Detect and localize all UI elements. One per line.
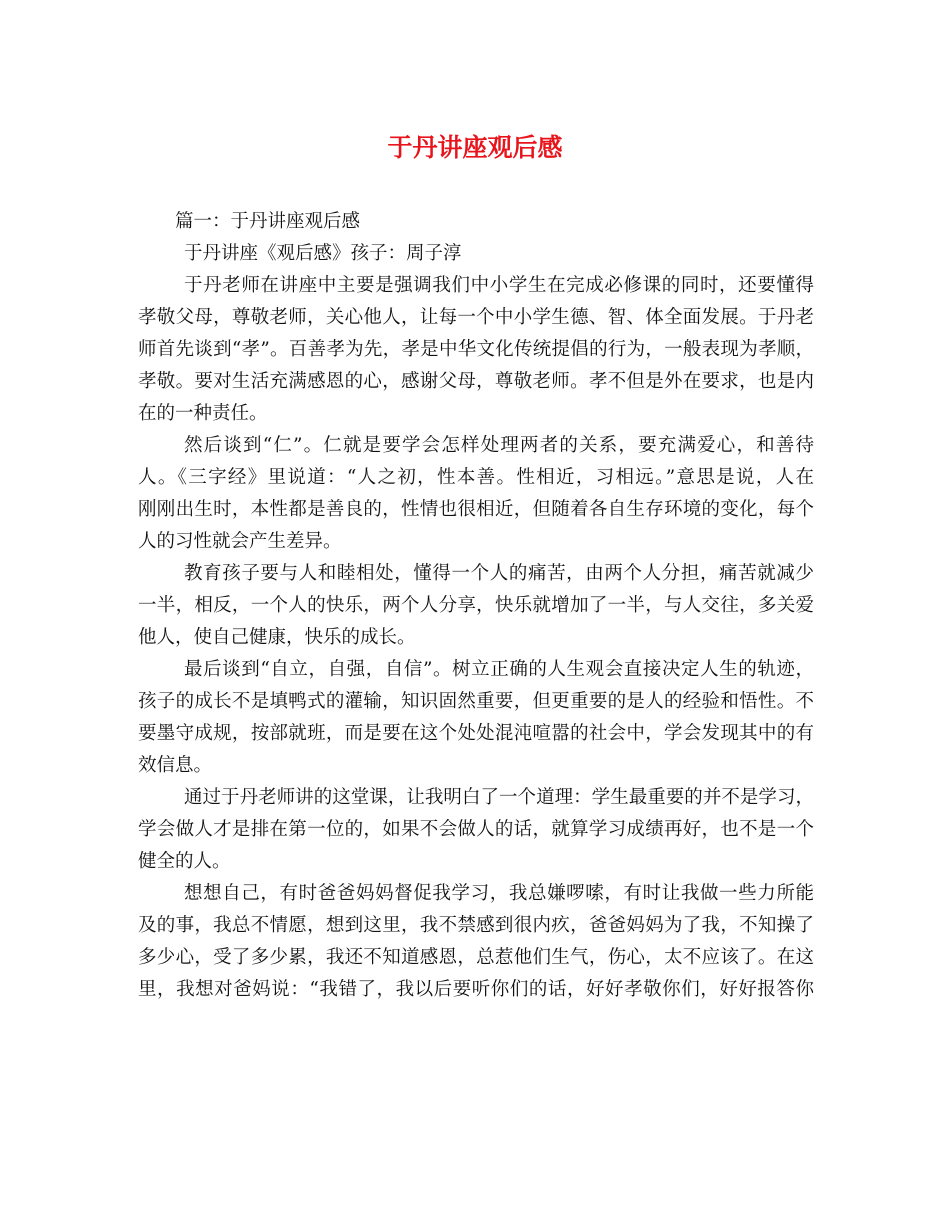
body-line: 及的事，我总不情愿，想到这里，我不禁感到很内疚，爸爸妈妈为了我，不知操了 [138, 915, 814, 936]
body-line: 孩子的成长不是填鸭式的灌输，知识固然重要，但更重要的是人的经验和悟性。不 [138, 691, 814, 712]
body-line: 然后谈到“仁”。仁就是要学会怎样处理两者的关系，要充满爱心，和善待 [184, 435, 814, 456]
body-line: 要墨守成规，按部就班，而是要在这个处处混沌喧嚣的社会中，学会发现其中的有 [138, 723, 814, 744]
body-line: 他人，使自己健康，快乐的成长。 [138, 627, 416, 648]
body-line: 教育孩子要与人和睦相处，懂得一个人的痛苦，由两个人分担，痛苦就减少 [184, 563, 814, 584]
body-line: 人的习性就会产生差异。 [138, 531, 342, 552]
body-line: 孝敬父母，尊敬老师，关心他人，让每一个中小学生德、智、体全面发展。于丹老 [138, 307, 814, 328]
body-line: 学会做人才是排在第一位的，如果不会做人的话，就算学习成绩再好，也不是一个 [138, 819, 814, 840]
document-title: 于丹讲座观后感 [387, 133, 563, 162]
body-line: 通过于丹老师讲的这堂课，让我明白了一个道理：学生最重要的并不是学习， [184, 787, 814, 808]
body-line: 多少心，受了多少累，我还不知道感恩，总惹他们生气，伤心，太不应该了。在这 [138, 947, 814, 968]
body-line: 效信息。 [138, 755, 213, 776]
body-line: 在的一种责任。 [138, 403, 268, 424]
body-line: 于丹老师在讲座中主要是强调我们中小学生在完成必修课的同时，还要懂得 [184, 275, 814, 296]
section-heading: 篇一：于丹讲座观后感 [175, 211, 361, 232]
document-body [138, 206, 814, 1006]
body-line: 人。《三字经》里说道：“人之初，性本善。性相近，习相远。”意思是说，人在 [138, 467, 814, 488]
body-line: 最后谈到“自立，自强，自信”。树立正确的人生观会直接决定人生的轨迹， [184, 659, 814, 680]
body-line: 刚刚出生时，本性都是善良的，性情也很相近，但随着各自生存环境的变化，每个 [138, 499, 814, 520]
body-line: 师首先谈到“孝”。百善孝为先，孝是中华文化传统提倡的行为，一般表现为孝顺， [138, 339, 814, 360]
body-line: 一半，相反，一个人的快乐，两个人分享，快乐就增加了一半，与人交往，多关爱 [138, 595, 814, 616]
body-line: 想想自己，有时爸爸妈妈督促我学习，我总嫌啰嗦，有时让我做一些力所能 [184, 883, 814, 904]
body-line: 健全的人。 [138, 851, 231, 872]
body-line: 孝敬。要对生活充满感恩的心，感谢父母，尊敬老师。孝不但是外在要求，也是内 [138, 371, 814, 392]
section-subheading: 于丹讲座《观后感》孩子：周子淳 [184, 243, 462, 264]
body-line: 里，我想对爸妈说：“我错了，我以后要听你们的话，好好孝敬你们，好好报答你 [138, 979, 814, 1000]
